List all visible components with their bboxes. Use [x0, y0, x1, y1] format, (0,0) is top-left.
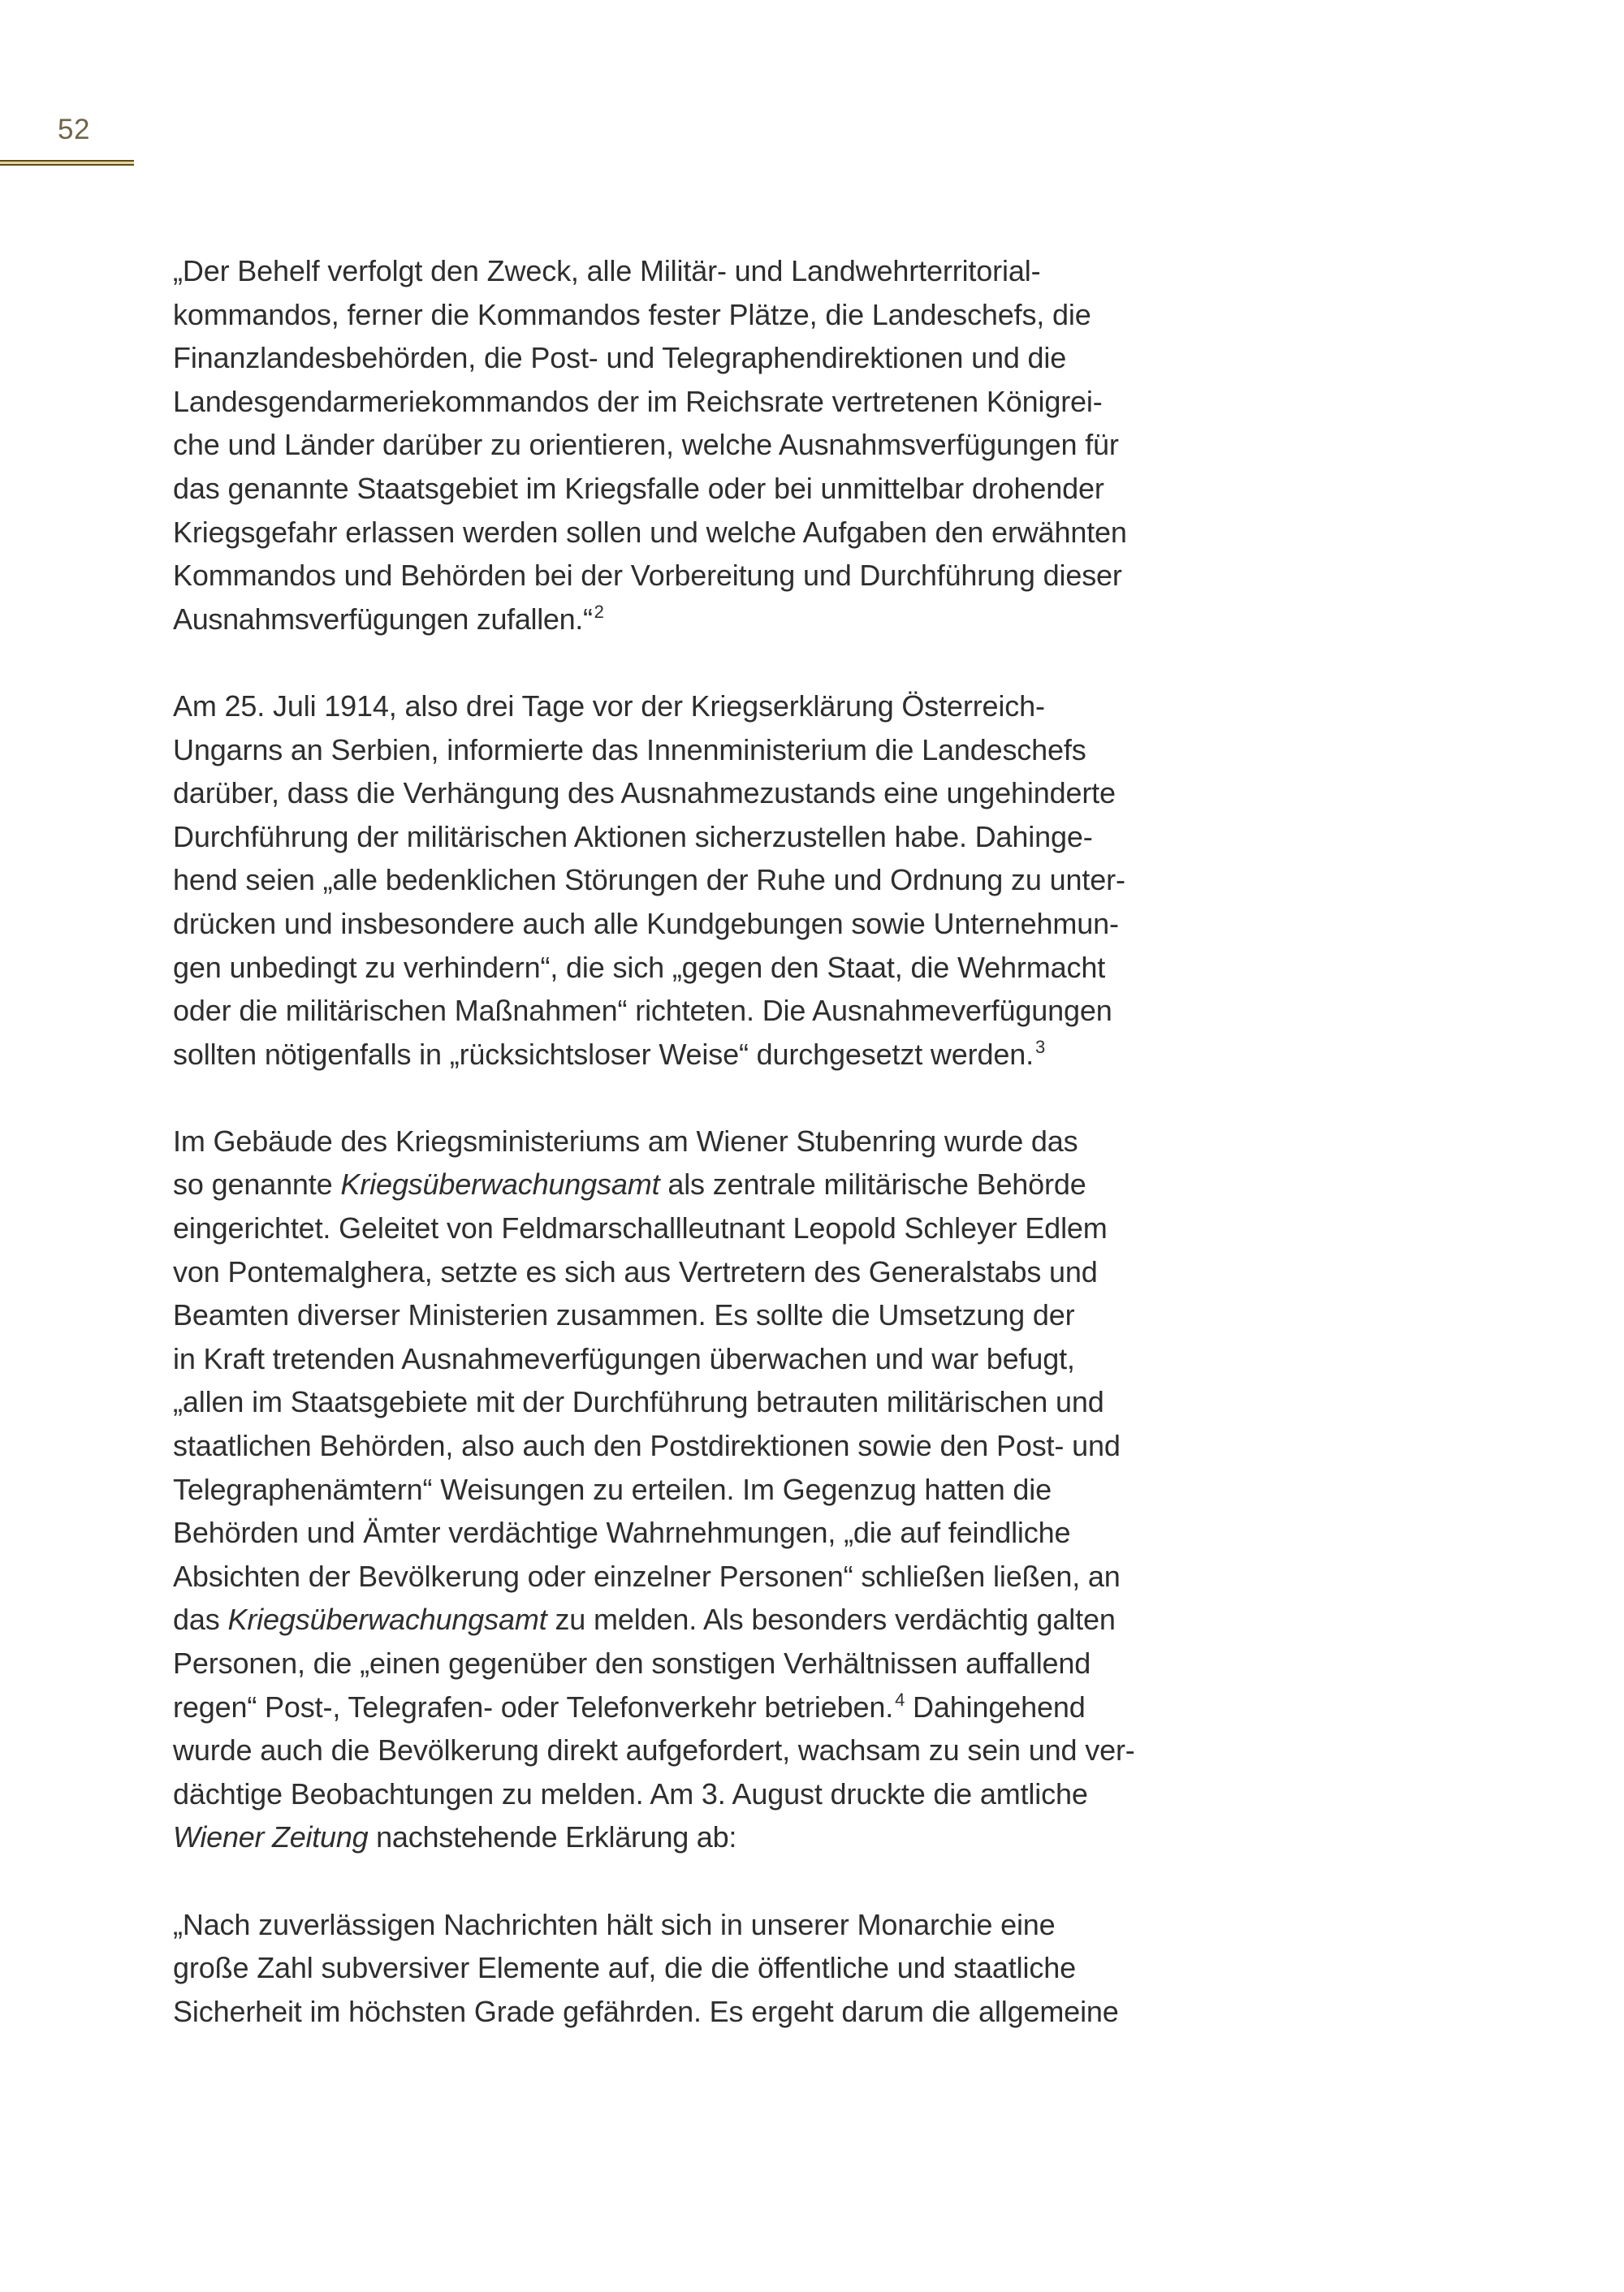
text-segment: Im Gebäude des Kriegsministeriums am Wiener Stubenring wurde das	[173, 1124, 1078, 1158]
text-segment: Finanzlandesbehörden, die Post- und Telegraphendirektionen und die	[173, 341, 1067, 375]
text-segment: drücken und insbesondere auch alle Kundgebungen sowie Unternehmun-	[173, 906, 1119, 940]
text-line	[173, 1120, 1294, 1163]
text-line	[173, 1468, 1294, 1512]
text-line	[173, 1598, 1294, 1642]
text-segment: Landesgendarmeriekommandos der im Reichsrate vertretenen Königrei-	[173, 384, 1103, 418]
text-line	[173, 293, 1294, 337]
paragraph	[173, 249, 1294, 641]
text-line	[173, 1424, 1294, 1468]
text-segment: Telegraphenämtern“ Weisungen zu erteilen. Im Gegenzug hatten die	[173, 1472, 1052, 1506]
text-line	[173, 815, 1294, 859]
text-line	[173, 1729, 1294, 1772]
text-segment: Absichten der Bevölkerung oder einzelner Personen“ schließen ließen, an	[173, 1559, 1121, 1593]
text-line	[173, 1250, 1294, 1294]
text-line	[173, 249, 1294, 293]
text-line	[173, 1990, 1294, 2034]
page-number: 52	[58, 114, 90, 145]
text-segment: kommandos, ferner die Kommandos fester Plätze, die Landeschefs, die	[173, 297, 1091, 331]
text-line	[173, 598, 1294, 641]
paragraph	[173, 1120, 1294, 1859]
text-segment: zu melden. Als besonders verdächtig galten	[546, 1603, 1116, 1637]
body-text	[173, 249, 1294, 2077]
text-line	[173, 423, 1294, 467]
text-segment: Am 25. Juli 1914, also drei Tage vor der Kriegserklärung Österreich-	[173, 688, 1045, 723]
text-line	[173, 1772, 1294, 1816]
text-segment: staatlichen Behörden, also auch den Postdirektionen sowie den Post- und	[173, 1429, 1121, 1463]
text-line	[173, 336, 1294, 380]
text-segment: Kriegsgefahr erlassen werden sollen und welche Aufgaben den erwähnten	[173, 515, 1127, 549]
text-line	[173, 1815, 1294, 1859]
text-line	[173, 728, 1294, 772]
text-segment: als zentrale militärische Behörde	[659, 1168, 1086, 1202]
text-segment: hend seien „alle bedenklichen Störungen der Ruhe und Ordnung zu unter-	[173, 863, 1125, 897]
text-segment: dächtige Beobachtungen zu melden. Am 3. August druckte die amtliche	[173, 1776, 1088, 1811]
text-segment: das	[173, 1603, 228, 1637]
italic-term: Kriegsüberwachungsamt	[340, 1168, 660, 1202]
text-segment: in Kraft tretenden Ausnahmeverfügungen überwachen und war befugt,	[173, 1341, 1075, 1375]
text-segment: Personen, die „einen gegenüber den sonstigen Verhältnissen auffallend	[173, 1647, 1091, 1680]
footnote-marker[interactable]: 2	[594, 601, 604, 622]
text-line	[173, 1642, 1294, 1686]
text-segment: Durchführung der militärischen Aktionen sicherzustellen habe. Dahinge-	[173, 819, 1093, 853]
text-segment: von Pontemalghera, setzte es sich aus Vertretern des Generalstabs und	[173, 1254, 1098, 1288]
text-segment: sollten nötigenfalls in „rücksichtsloser Weise“ durchgesetzt werden.	[173, 1037, 1034, 1071]
text-segment: che und Länder darüber zu orientieren, welche Ausnahmsverfügungen für	[173, 428, 1119, 462]
text-line	[173, 1206, 1294, 1250]
text-line	[173, 511, 1294, 555]
footnote-marker[interactable]: 4	[895, 1689, 905, 1710]
text-segment: gen unbedingt zu verhindern“, die sich „gegen den Staat, die Wehrmacht	[173, 950, 1106, 984]
text-line	[173, 989, 1294, 1033]
text-line	[173, 1163, 1294, 1206]
text-line	[173, 1686, 1294, 1729]
text-segment: oder die militärischen Maßnahmen“ richteten. Die Ausnahmeverfügungen	[173, 994, 1112, 1028]
text-line	[173, 1946, 1294, 1990]
text-segment: so genannte	[173, 1168, 341, 1202]
text-line	[173, 467, 1294, 511]
text-segment: das genannte Staatsgebiet im Kriegsfalle oder bei unmittelbar drohender	[173, 471, 1104, 505]
text-line	[173, 1337, 1294, 1381]
text-line	[173, 902, 1294, 946]
text-line	[173, 1380, 1294, 1424]
header-rule-bottom	[0, 164, 134, 166]
paragraph	[173, 684, 1294, 1076]
text-line	[173, 380, 1294, 424]
text-line	[173, 771, 1294, 815]
text-segment: eingerichtet. Geleitet von Feldmarschallleutnant Leopold Schleyer Edlem	[173, 1211, 1108, 1245]
text-segment: „Nach zuverlässigen Nachrichten hält sich in unserer Monarchie eine	[173, 1907, 1056, 1941]
text-segment: Kommandos und Behörden bei der Vorbereitung und Durchführung dieser	[173, 559, 1122, 593]
text-line	[173, 946, 1294, 990]
text-line	[173, 858, 1294, 902]
paragraph	[173, 1903, 1294, 2034]
text-segment: große Zahl subversiver Elemente auf, die die öffentliche und staatliche	[173, 1951, 1076, 1985]
footnote-marker[interactable]: 3	[1034, 1036, 1046, 1057]
text-line	[173, 1033, 1294, 1077]
text-line	[173, 1555, 1294, 1599]
text-segment: Behörden und Ämter verdächtige Wahrnehmungen, „die auf feindliche	[173, 1516, 1071, 1550]
italic-term: Wiener Zeitung	[173, 1820, 369, 1854]
text-segment: Beamten diverser Ministerien zusammen. Es sollte die Umsetzung der	[173, 1298, 1075, 1332]
italic-term: Kriegsüberwachungsamt	[227, 1603, 547, 1637]
text-segment: Dahingehend	[905, 1690, 1086, 1724]
text-segment: darüber, dass die Verhängung des Ausnahmezustands eine ungehinderte	[173, 776, 1116, 810]
text-segment: wurde auch die Bevölkerung direkt aufgefordert, wachsam zu sein und ver-	[173, 1733, 1135, 1768]
text-segment: Ungarns an Serbien, informierte das Innenministerium die Landeschefs	[173, 732, 1086, 766]
text-segment: nachstehende Erklärung ab:	[368, 1820, 737, 1854]
text-line	[173, 1293, 1294, 1337]
text-segment: „Der Behelf verfolgt den Zweck, alle Militär- und Landwehrterritorial-	[173, 254, 1041, 287]
text-segment: „allen im Staatsgebiete mit der Durchführung betrauten militärischen und	[173, 1385, 1104, 1419]
text-line	[173, 684, 1294, 728]
text-line	[173, 554, 1294, 598]
text-line	[173, 1511, 1294, 1555]
text-line	[173, 1903, 1294, 1947]
text-segment: Sicherheit im höchsten Grade gefährden. Es ergeht darum die allgemeine	[173, 1994, 1119, 2028]
text-segment: Ausnahmsverfügungen zufallen.“	[173, 602, 593, 636]
text-segment: regen“ Post-, Telegrafen- oder Telefonverkehr betrieben.	[173, 1690, 894, 1724]
